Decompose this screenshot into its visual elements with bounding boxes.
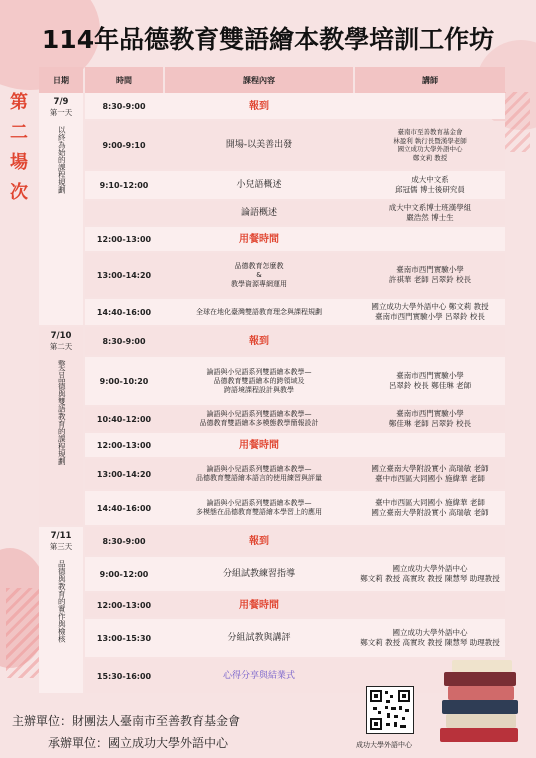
weekday-label: 第二天 bbox=[49, 342, 73, 351]
content-cell: 報到 bbox=[249, 335, 269, 347]
content-cell: 品德教育怎麼教 & 教學資源專網運用 bbox=[231, 261, 287, 288]
time-cell: 9:00-10:20 bbox=[99, 376, 149, 386]
weekday-label: 第三天 bbox=[49, 542, 73, 551]
schedule-table bbox=[39, 67, 505, 695]
table-row bbox=[85, 557, 505, 591]
table-row bbox=[85, 171, 505, 199]
table-row bbox=[85, 433, 505, 457]
date-label: 7/11 bbox=[50, 531, 72, 541]
time-cell: 12:00-13:00 bbox=[96, 440, 152, 450]
header-time: 時間 bbox=[85, 67, 163, 93]
books-illustration bbox=[438, 652, 522, 752]
decor-stripe bbox=[502, 92, 530, 152]
instructor-cell: 臺南市西門實驗小學 鄭佳琳 老師 呂翠鈴 校長 bbox=[388, 409, 472, 428]
time-cell: 14:40-16:00 bbox=[96, 503, 152, 513]
table-row bbox=[85, 491, 505, 525]
header-date: 日期 bbox=[39, 67, 83, 93]
content-cell: 小兒語概述 bbox=[236, 179, 282, 190]
table-row bbox=[85, 357, 505, 405]
table-row bbox=[85, 93, 505, 119]
instructor-cell bbox=[355, 433, 505, 457]
content-cell: 論語與小兒語系列雙語繪本教學— 品德教育雙語繪本語言的使用練習與評量 bbox=[196, 465, 322, 482]
time-cell bbox=[85, 201, 163, 225]
time-cell: 13:00-14:20 bbox=[96, 469, 152, 479]
instructor-cell bbox=[355, 93, 505, 119]
instructor-cell: 臺南市西門實驗小學 許祺華 老師 呂翠鈴 校長 bbox=[388, 265, 472, 284]
table-row bbox=[85, 593, 505, 617]
table-row bbox=[85, 227, 505, 251]
content-cell: 全球在地化臺灣雙語教育理念與課程規劃 bbox=[196, 307, 322, 316]
time-cell: 9:00-9:10 bbox=[102, 140, 146, 150]
content-cell: 用餐時間 bbox=[239, 439, 279, 451]
content-cell: 論語與小兒語系列雙語繪本教學— 品德教育雙語繪本多模態教學簡報設計 bbox=[199, 410, 319, 427]
time-cell: 13:00-15:30 bbox=[96, 633, 152, 643]
content-cell: 論語概述 bbox=[240, 207, 277, 218]
time-cell: 9:10-12:00 bbox=[99, 180, 149, 190]
content-cell: 分組試教練習指導 bbox=[222, 568, 295, 579]
content-cell: 分組試教與講評 bbox=[227, 632, 291, 643]
content-cell: 報到 bbox=[249, 100, 269, 112]
content-cell: 用餐時間 bbox=[239, 599, 279, 611]
instructor-cell: 國立成功大學外語中心 鄭文莉 教授 臺南市西門實驗小學 呂翠鈴 校長 bbox=[371, 302, 489, 321]
table-row bbox=[85, 201, 505, 225]
instructor-cell: 成大中文系博士班漢學組 嚴浩然 博士生 bbox=[388, 203, 472, 222]
qr-caption: 成功大學外語中心 bbox=[356, 741, 412, 749]
time-cell: 12:00-13:00 bbox=[96, 234, 152, 244]
instructor-cell: 臺中市西區大同國小 施緯華 老師 國立臺南大學附設實小 高瑞敏 老師 bbox=[371, 498, 489, 517]
table-row bbox=[85, 459, 505, 489]
table-row bbox=[85, 327, 505, 355]
time-cell: 15:30-16:00 bbox=[96, 671, 152, 681]
time-cell: 14:40-16:00 bbox=[96, 307, 152, 317]
day-description: 品德與教育的實作與檢核 bbox=[57, 560, 67, 643]
time-cell: 9:00-12:00 bbox=[99, 569, 149, 579]
table-row bbox=[85, 407, 505, 431]
header-content: 課程內容 bbox=[165, 67, 353, 93]
day-description: 以終為始的課程規劃 bbox=[57, 126, 67, 194]
time-cell: 8:30-9:00 bbox=[102, 336, 146, 346]
page-title: 114年品德教育雙語繪本教學培訓工作坊 bbox=[41, 25, 495, 54]
decor-stripe bbox=[6, 588, 42, 678]
session-label: 第 二 場 次 bbox=[10, 92, 28, 203]
time-cell: 8:30-9:00 bbox=[102, 101, 146, 111]
instructor-cell: 國立臺南大學附設實小 高瑞敏 老師 臺中市西區大同國小 施緯華 老師 bbox=[371, 464, 489, 483]
date-cell bbox=[39, 527, 83, 693]
co-organizer: 承辦單位：國立成功大學外語中心 bbox=[48, 736, 229, 750]
table-row bbox=[85, 527, 505, 555]
content-cell: 論語與小兒語系列雙語繪本教學— 品德教育雙語繪本的跨領域及 跨語境課程設計與教學 bbox=[206, 367, 312, 394]
time-cell: 12:00-13:00 bbox=[96, 600, 152, 610]
content-cell: 開場-以美善出發 bbox=[225, 139, 293, 150]
table-row bbox=[85, 299, 505, 325]
content-cell: 論語與小兒語系列雙語繪本教學— 多模態在品德教育雙語繪本學習上的應用 bbox=[196, 499, 322, 516]
weekday-label: 第一天 bbox=[49, 108, 73, 117]
time-cell: 13:00-14:20 bbox=[96, 270, 152, 280]
content-cell: 用餐時間 bbox=[239, 233, 279, 245]
organizer: 主辦單位：財團法人臺南市至善教育基金會 bbox=[12, 714, 241, 728]
date-label: 7/10 bbox=[50, 331, 72, 341]
instructor-cell bbox=[355, 527, 505, 555]
header-instructor: 講師 bbox=[355, 67, 505, 93]
date-cell bbox=[39, 327, 83, 525]
instructor-cell: 國立成功大學外語中心 鄭文莉 教授 高實玫 教授 陳慧琴 助理教授 bbox=[360, 628, 500, 647]
instructor-cell bbox=[355, 227, 505, 251]
table-row bbox=[85, 121, 505, 169]
day-description: 整合品德與雙語教育的課程規劃 bbox=[57, 360, 67, 465]
time-cell: 8:30-9:00 bbox=[102, 536, 146, 546]
instructor-cell: 臺南市西門實驗小學 呂翠鈴 校長 鄭佳琳 老師 bbox=[388, 371, 472, 390]
table-row bbox=[85, 253, 505, 297]
instructor-cell: 臺南市至善教育基金會 林盈利 執行長暨漢學老師 國立成功大學外語中心 鄭文莉 教授 bbox=[393, 128, 467, 162]
content-cell: 報到 bbox=[249, 535, 269, 547]
instructor-cell: 成大中文系 邱冠儒 博士後研究員 bbox=[395, 175, 465, 194]
date-cell bbox=[39, 93, 83, 325]
instructor-cell: 國立成功大學外語中心 鄭文莉 教授 高實玫 教授 陳慧琴 助理教授 bbox=[360, 564, 500, 583]
time-cell: 10:40-12:00 bbox=[96, 414, 152, 424]
date-label: 7/9 bbox=[53, 97, 69, 107]
content-cell: 心得分享與結業式 bbox=[222, 670, 295, 681]
qr-code-icon bbox=[367, 687, 413, 733]
instructor-cell bbox=[355, 327, 505, 355]
instructor-cell bbox=[355, 593, 505, 617]
qr-code[interactable] bbox=[366, 686, 414, 734]
